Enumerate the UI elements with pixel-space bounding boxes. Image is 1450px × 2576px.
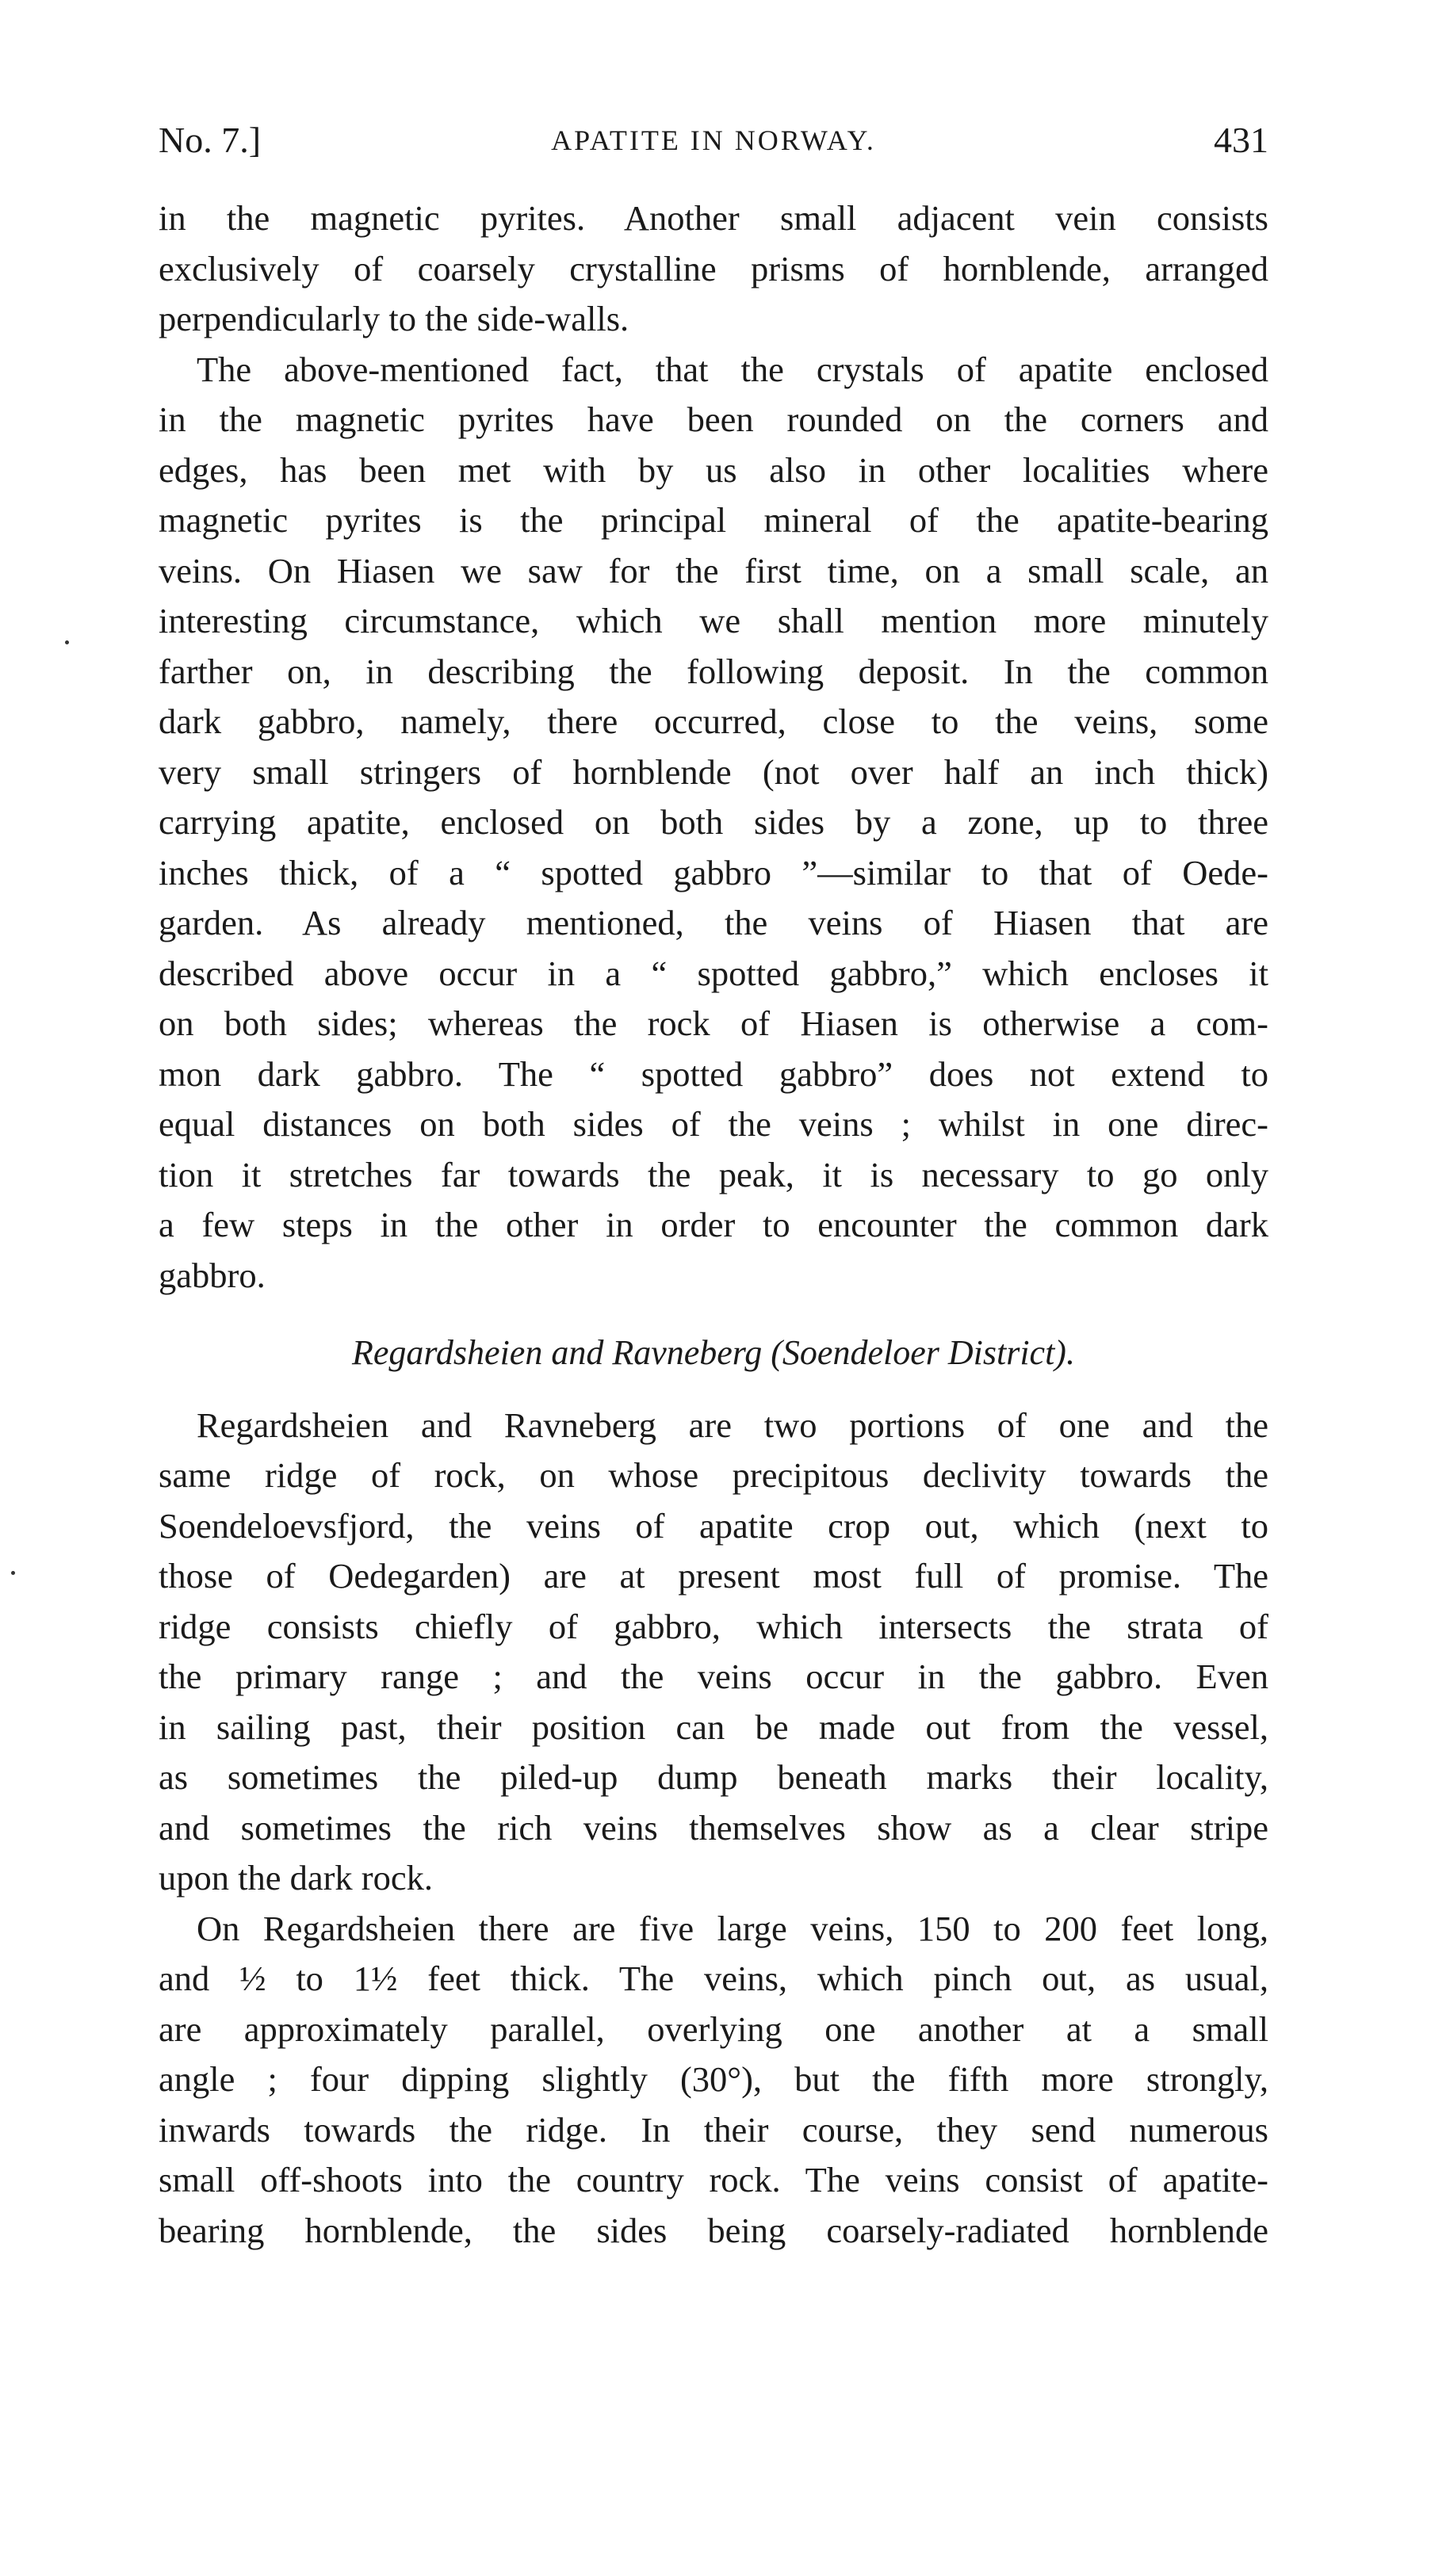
text-line: and ½ to 1½ feet thick. The veins, which pinch out, as usual, [159, 1959, 1268, 1998]
text-line: Regardsheien and Ravneberg are two portions of one and the [197, 1405, 1268, 1445]
paragraph-1 [159, 193, 1268, 345]
text-line: in sailing past, their position can be made out from the vessel, [159, 1707, 1268, 1747]
text-line: interesting circumstance, which we shall mention more minutely [159, 601, 1268, 640]
text-line: described above occur in a “ spotted gabbro,” which encloses it [159, 953, 1268, 993]
body-text [159, 193, 1268, 2256]
text-line: The above-mentioned fact, that the crystals of apatite enclosed [197, 349, 1268, 389]
text-line: ridge consists chiefly of gabbro, which intersects the strata of [159, 1606, 1268, 1646]
text-line: magnetic pyrites is the principal mineral of the apatite-bearing [159, 500, 1268, 540]
text-line: inches thick, of a “ spotted gabbro ”—similar to that of Oede- [159, 852, 1268, 892]
text-line: edges, has been met with by us also in other localities where [159, 449, 1268, 490]
text-line: as sometimes the piled-up dump beneath marks their locality, [159, 1757, 1268, 1797]
text-line: the primary range ; and the veins occur in the gabbro. Even [159, 1657, 1268, 1696]
paragraph-2 [159, 345, 1268, 1301]
text-line: perpendicularly to the side-walls. [159, 299, 629, 338]
margin-mark [11, 1571, 15, 1575]
text-line: dark gabbro, namely, there occurred, close to the veins, some [159, 701, 1268, 741]
issue-number: No. 7.] [159, 120, 262, 160]
book-page [159, 119, 1268, 2256]
text-line: carrying apatite, enclosed on both sides by a zone, up to three [159, 802, 1268, 842]
text-line: veins. On Hiasen we saw for the first time, on a small scale, an [159, 550, 1268, 590]
text-line: in the magnetic pyrites have been rounded on the corners and [159, 399, 1268, 439]
text-line: exclusively of coarsely crystalline prisms of hornblende, arranged [159, 248, 1268, 289]
text-line: are approximately parallel, overlying one another at a small [159, 2008, 1268, 2049]
section-heading: Regardsheien and Ravneberg (Soendeloer District). [352, 1333, 1075, 1372]
text-line: mon dark gabbro. The “ spotted gabbro” does not extend to [159, 1053, 1268, 1094]
text-line: inwards towards the ridge. In their course, they send numerous [159, 2109, 1268, 2150]
margin-mark [65, 640, 69, 644]
running-title: APATITE IN NORWAY. [551, 124, 876, 156]
text-line: on both sides; whereas the rock of Hiasen is otherwise a com- [159, 1003, 1268, 1043]
text-line: gabbro. [159, 1255, 266, 1295]
paragraph-4 [159, 1904, 1268, 2257]
text-line: a few steps in the other in order to encounter the common dark [159, 1205, 1268, 1244]
text-line: farther on, in describing the following deposit. In the common [159, 651, 1268, 691]
text-line: garden. As already mentioned, the veins of Hiasen that are [159, 903, 1268, 942]
text-line: in the magnetic pyrites. Another small adjacent vein consists [159, 198, 1268, 238]
text-line: very small stringers of hornblende (not over half an inch thick) [159, 751, 1268, 792]
running-head [159, 119, 1268, 174]
text-line: same ridge of rock, on whose precipitous declivity towards the [159, 1455, 1268, 1495]
page-number: 431 [1214, 120, 1268, 160]
text-line: and sometimes the rich veins themselves show as a clear stripe [159, 1807, 1268, 1848]
text-line: bearing hornblende, the sides being coarsely-radiated hornblende [159, 2210, 1268, 2250]
paragraph-3 [159, 1401, 1268, 1904]
text-line: those of Oedegarden) are at present most full of promise. The [159, 1556, 1268, 1596]
text-line: upon the dark rock. [159, 1858, 434, 1898]
text-line: small off-shoots into the country rock. The veins consist of apatite- [159, 2160, 1268, 2200]
text-line: Soendeloevsfjord, the veins of apatite crop out, which (next to [159, 1505, 1268, 1546]
text-line: angle ; four dipping slightly (30°), but the fifth more strongly, [159, 2059, 1268, 2099]
text-line: tion it stretches far towards the peak, it is necessary to go only [159, 1154, 1268, 1194]
text-line: On Regardsheien there are five large veins, 150 to 200 feet long, [197, 1908, 1268, 1948]
text-line: equal distances on both sides of the veins ; whilst in one direc- [159, 1104, 1268, 1144]
